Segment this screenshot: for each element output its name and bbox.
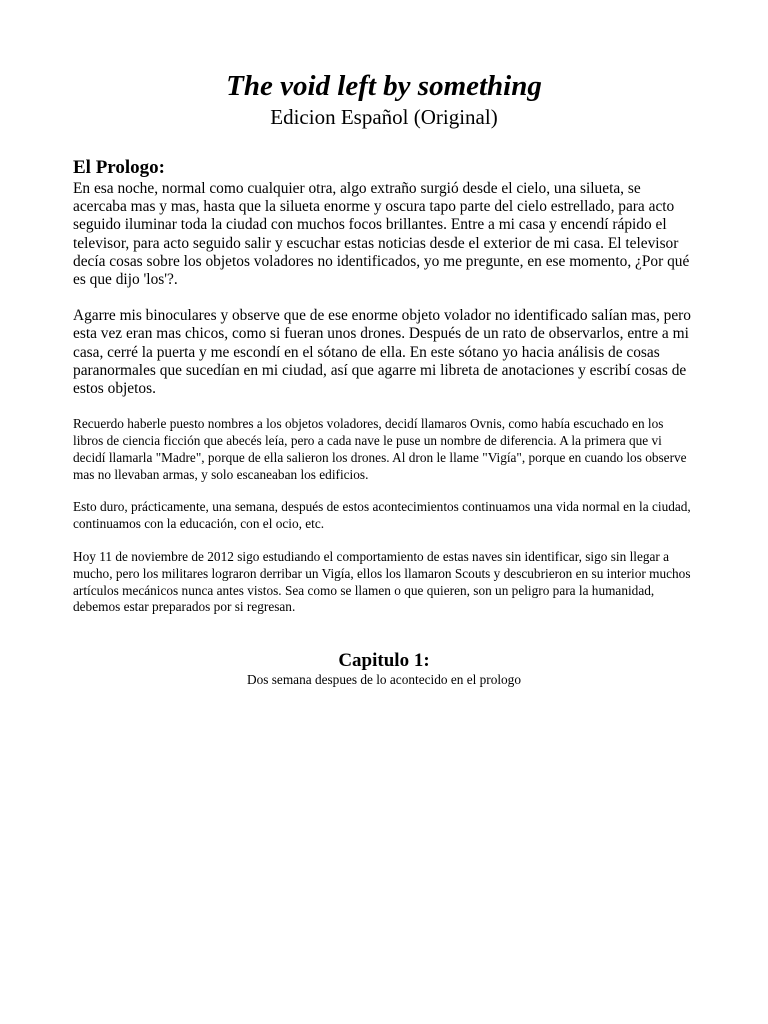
prologue-paragraph-3: Recuerdo haberle puesto nombres a los objetos voladores, decidí llamaros Ovnis, como había escuchado en los libros de ciencia ficción que abecés leía, pero a cada nave le puse un nombre de diferencia. A la primera que vi decidí llamarla "Madre", porque de ella salieron los drones. Al dron le llame "Vigía", porque en cuando los observe mas no llevaban armas, y solo escaneaban los edificios. — [73, 416, 687, 482]
chapter-1-section — [73, 650, 695, 688]
chapter-1-heading: Capitulo 1: — [338, 650, 430, 672]
document-subtitle: Edicion Español (Original) — [270, 105, 498, 129]
prologue-paragraph-2: Agarre mis binoculares y observe que de ese enorme objeto volador no identificado salían mas, pero esta vez eran mas chicos, como si fueran unos drones. Después de un rato de observarlos, entre a mi casa, cerré la puerta y me escondí en el sótano de ella. En este sótano yo hacia análisis de cosas paranormales que sucedían en mi ciudad, así que agarre mi libreta de anotaciones y escribí cosas de estos objetos. — [73, 307, 691, 398]
prologue-section — [73, 156, 695, 616]
prologue-heading: El Prologo: — [73, 157, 166, 178]
document-title: The void left by something — [226, 70, 542, 102]
prologue-paragraph-1: En esa noche, normal como cualquier otra, algo extraño surgió desde el cielo, una silueta, se acercaba mas y mas, hasta que la silueta enorme y oscura tapo parte del cielo estrellado, para acto seguido iluminar toda la ciudad con muchos focos brillantes. Entre a mi casa y encendí rápido el televisor, para acto seguido salir y escuchar estas noticias desde el exterior de mi casa. El televisor decía cosas sobre los objetos voladores no identificados, yo me pregunte, en ese momento, ¿Por qué es que dijo 'los'?. — [73, 180, 690, 289]
chapter-1-subheading: Dos semana despues de lo acontecido en el prologo — [247, 672, 521, 688]
prologue-paragraph-4: Esto duro, prácticamente, una semana, después de estos acontecimientos continuamos una vida normal en la ciudad, continuamos con la educación, con el ocio, etc. — [73, 499, 691, 532]
prologue-paragraph-5: Hoy 11 de noviembre de 2012 sigo estudiando el comportamiento de estas naves sin identificar, sigo sin llegar a mucho, pero los militares lograron derribar un Vigía, ellos los llamaron Scouts y descubrieron en su interior muchos artículos mecánicos nunca antes vistos. Sea como se llamen o que quieren, son un peligro para la humanidad, debemos estar preparados por si regresan. — [73, 549, 691, 615]
